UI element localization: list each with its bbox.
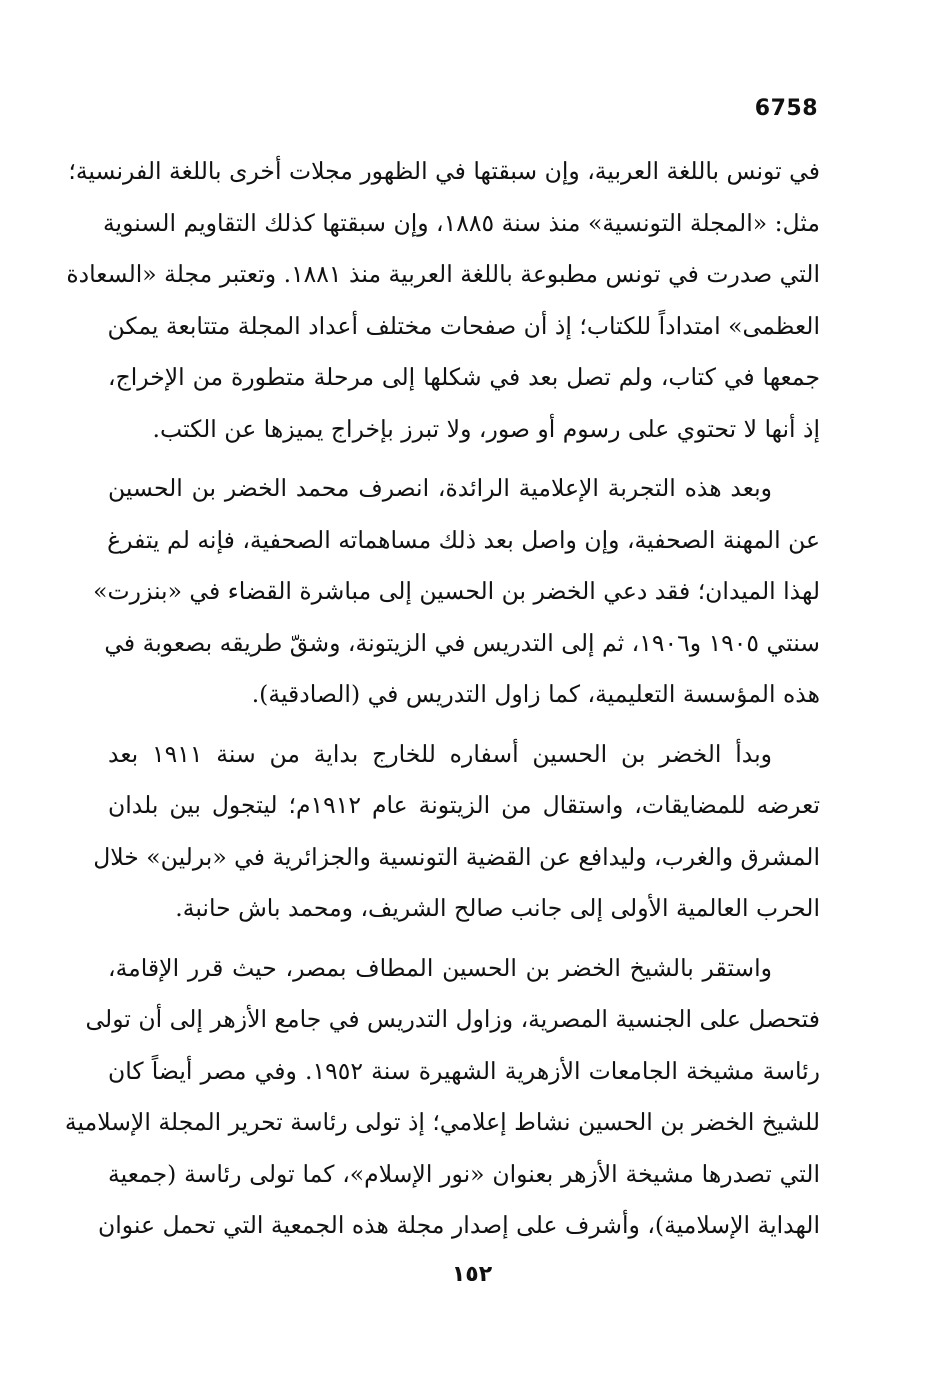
text-line: سنتي ١٩٠٥ و١٩٠٦، ثم إلى التدريس في الزيتونة، وشقّ طريقه بصعوبة في [104, 628, 820, 657]
body-text [64, 146, 821, 1260]
text-line: المشرق والغرب، وليدافع عن القضية التونسية والجزائرية في «برلين» خلال [93, 842, 820, 871]
page-number: ١٥٢ [451, 1262, 493, 1287]
paragraph-4 [64, 943, 821, 1252]
paragraph-1 [66, 146, 820, 455]
text-line: وبدأ الخضر بن الحسين أسفاره للخارج بداية من سنة ١٩١١ بعد [108, 739, 772, 768]
text-line: وبعد هذه التجربة الإعلامية الرائدة، انصرف محمد الخضر بن الحسين [108, 474, 772, 502]
text-line: في تونس باللغة العربية، وإن سبقتها في الظهور مجلات أخرى باللغة الفرنسية؛ [68, 157, 820, 185]
text-line: عن المهنة الصحفية، وإن واصل بعد ذلك مساهماته الصحفية، فإنه لم يتفرغ [107, 525, 820, 554]
text-line: فتحصل على الجنسية المصرية، وزاول التدريس في جامع الأزهر إلى أن تولى [85, 1005, 820, 1033]
text-line: الهداية الإسلامية)، وأشرف على إصدار مجلة هذه الجمعية التي تحمل عنوان [97, 1211, 820, 1239]
text-line: واستقر بالشيخ الخضر بن الحسين المطاف بمصر، حيث قرر الإقامة، [108, 953, 772, 982]
text-line: رئاسة مشيخة الجامعات الأزهرية الشهيرة سنة ١٩٥٢. وفي مصر أيضاً كان [108, 1056, 821, 1085]
text-line: التي تصدرها مشيخة الأزهر بعنوان «نور الإسلام»، كما تولى رئاسة (جمعية [108, 1159, 820, 1188]
text-line: لهذا الميدان؛ فقد دعي الخضر بن الحسين إلى مباشرة القضاء في «بنزرت» [93, 577, 820, 605]
text-line: هذه المؤسسة التعليمية، كما زاول التدريس في (الصادقية). [251, 680, 820, 708]
text-line: الحرب العالمية الأولى إلى جانب صالح الشريف، ومحمد باش حانبة. [175, 894, 820, 922]
paragraph-3 [93, 729, 820, 935]
text-line: العظمى» امتداداً للكتاب؛ إذ أن صفحات مختلف أعداد المجلة متتابعة يمكن [107, 311, 820, 340]
paragraph-2 [93, 463, 820, 721]
text-line: التي صدرت في تونس مطبوعة باللغة العربية منذ ١٨٨١. وتعتبر مجلة «السعادة [66, 260, 820, 288]
text-line: تعرضه للمضايقات، واستقال من الزيتونة عام ١٩١٢م؛ ليتجول بين بلدان [108, 791, 820, 819]
text-line: للشيخ الخضر بن الحسين نشاط إعلامي؛ إذ تولى رئاسة تحرير المجلة الإسلامية [64, 1108, 820, 1136]
text-line: إذ أنها لا تحتوي على رسوم أو صور، ولا تبرز بإخراج يميزها عن الكتب. [152, 414, 820, 443]
text-line: جمعها في كتاب، ولم تصل بعد في شكلها إلى مرحلة متطورة من الإخراج، [108, 363, 820, 391]
page-identifier: 6758 [754, 96, 818, 121]
text-line: مثل: «المجلة التونسية» منذ سنة ١٨٨٥، وإن سبقتها كذلك التقاويم السنوية [102, 208, 820, 237]
